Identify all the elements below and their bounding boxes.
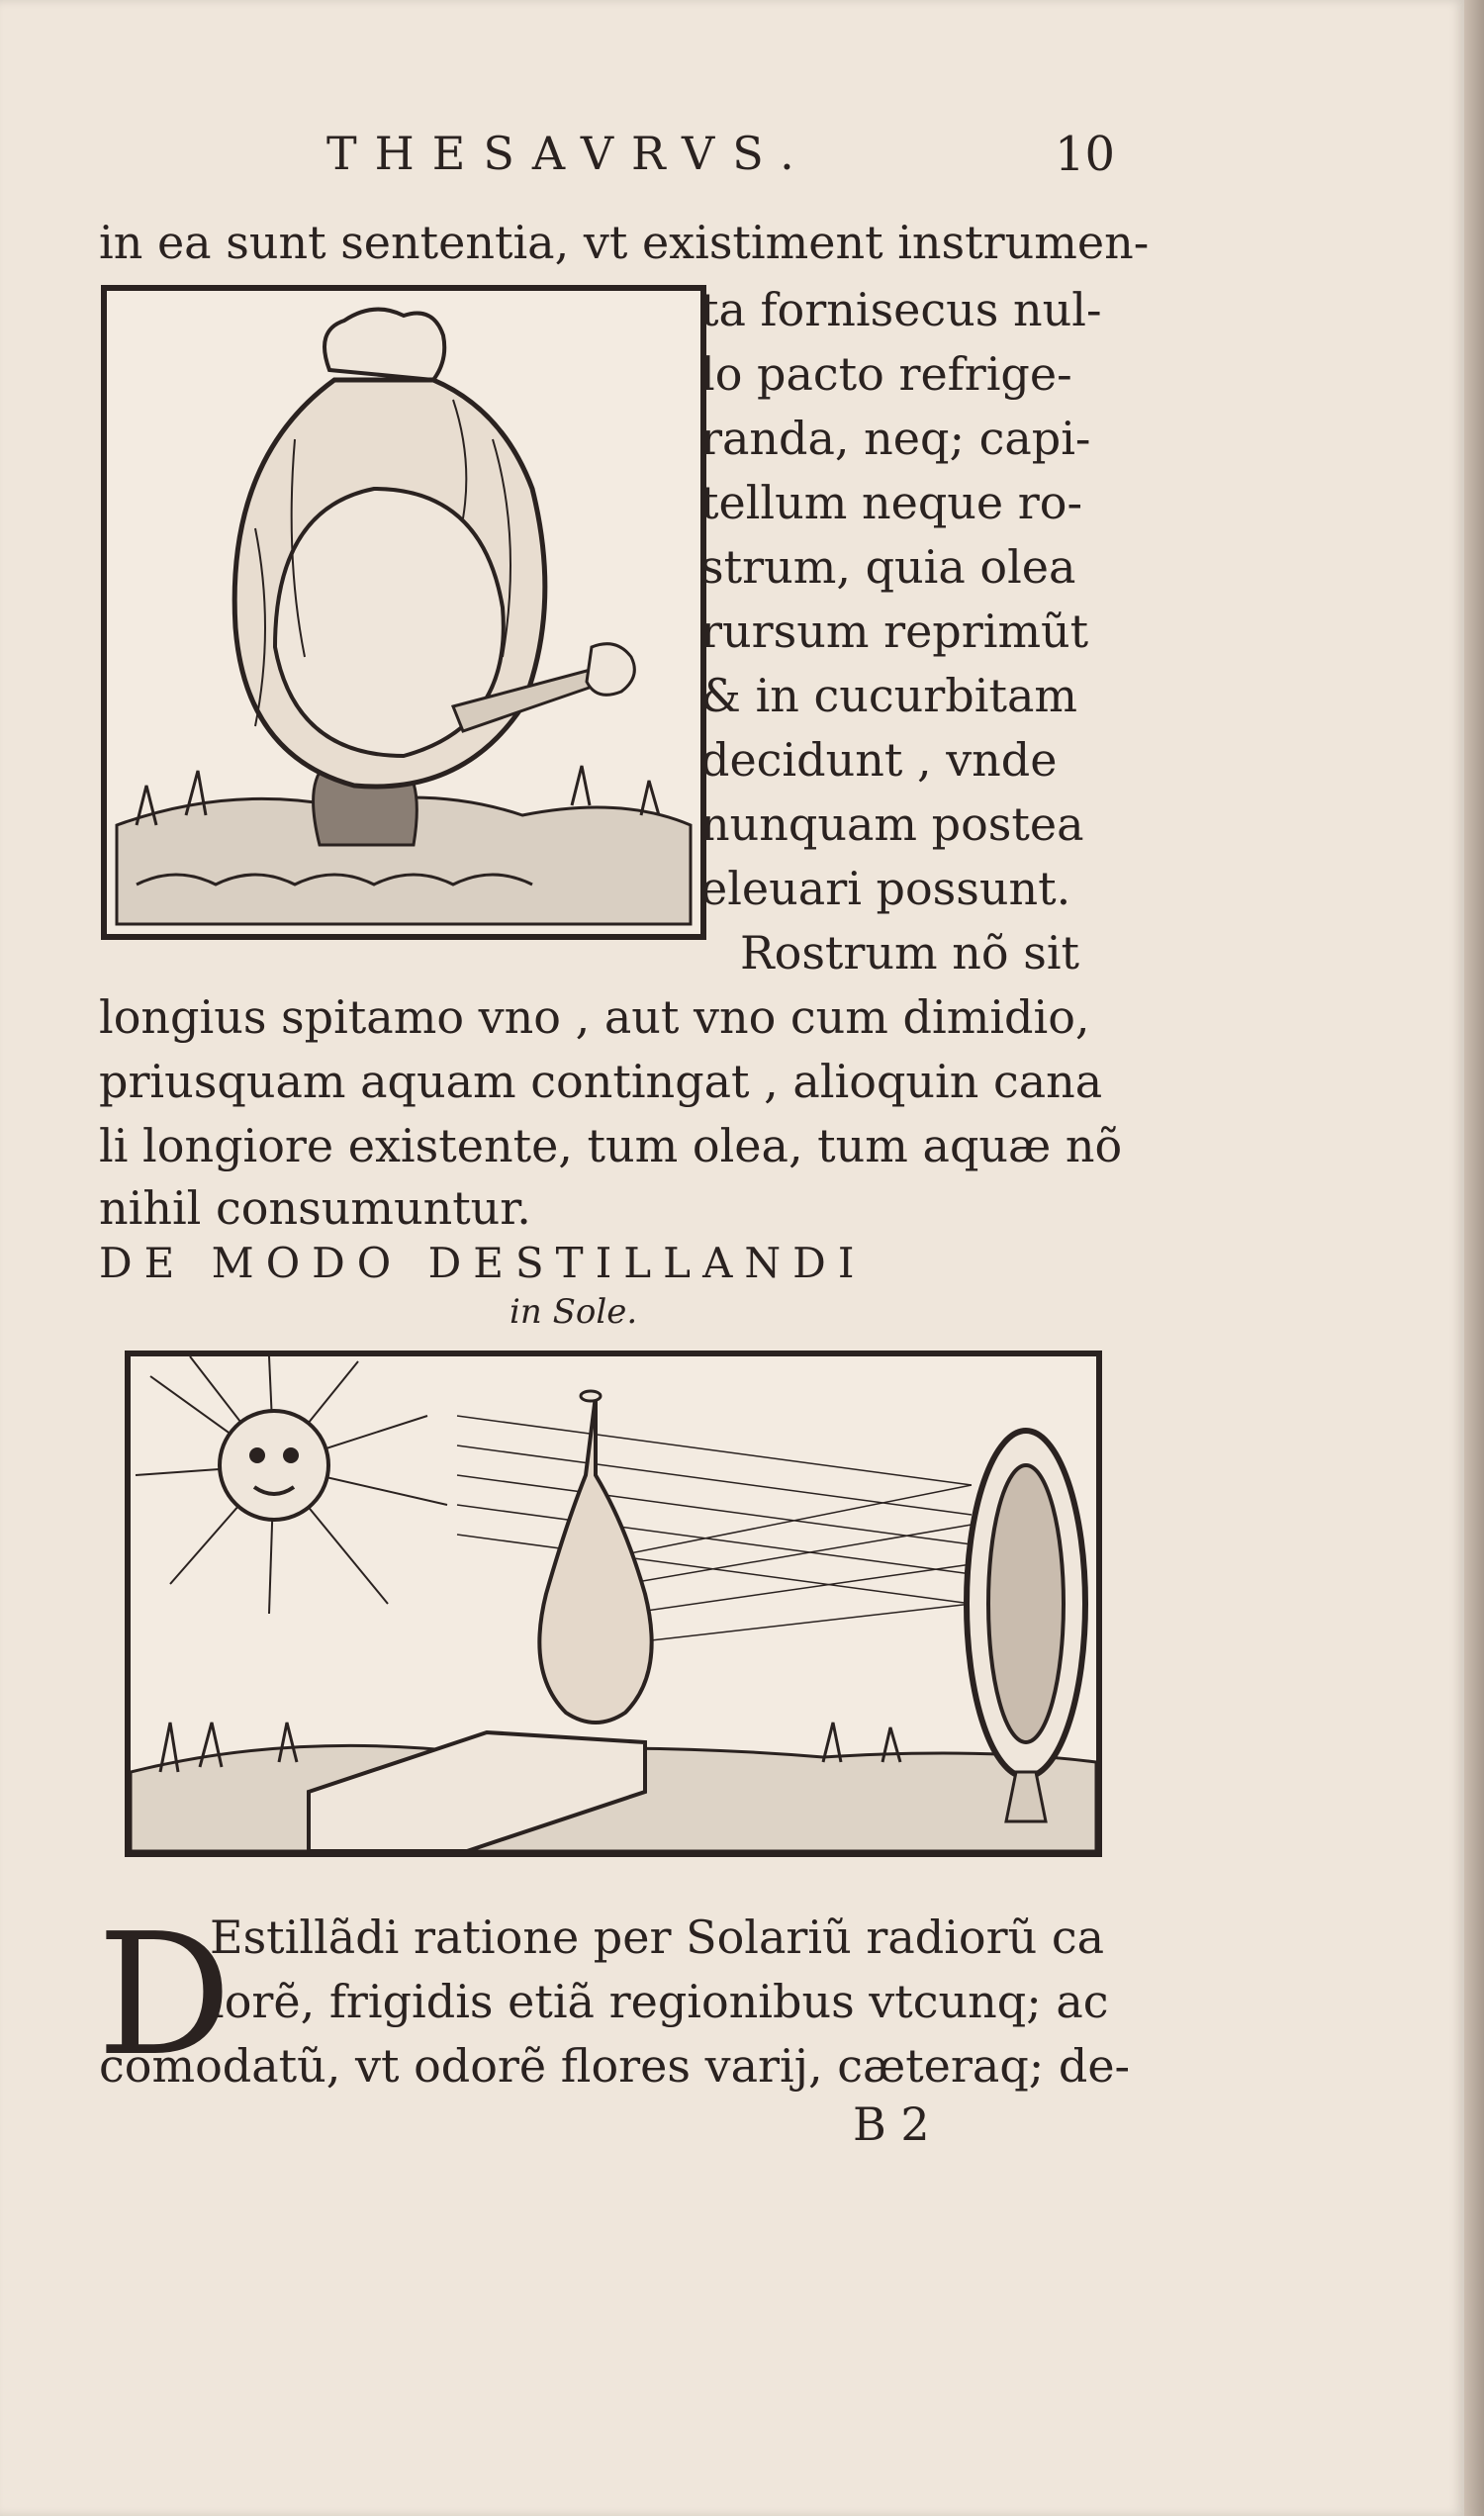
text-line: lorẽ, frigidis etiã regionibus vtcunq; ac — [210, 1975, 1109, 2028]
text-line: lo pacto refrige- — [700, 347, 1072, 401]
text-line: rursum reprimũt — [700, 605, 1089, 658]
text-line: cõmodatũ, vt odorẽ flores varij, cæteraq; de- — [99, 2039, 1131, 2093]
section-heading: DE MODO DESTILLANDI — [99, 1239, 867, 1287]
text-line: ta fornisecus nul- — [700, 283, 1102, 336]
text-line: eleuari possunt. — [700, 862, 1071, 915]
solar-distillation-illustration — [131, 1356, 1096, 1851]
text-line: & in cucurbitam — [700, 669, 1077, 722]
woodcut-solar-distillation — [125, 1351, 1102, 1857]
text-line: li longiore existente, tum olea, tum aquæ nõ — [99, 1119, 1123, 1172]
text-line: randa, neq; capi- — [700, 412, 1091, 465]
drop-cap: D — [97, 1898, 232, 2094]
text-line: strum, quia olea — [700, 540, 1076, 594]
page-edge — [1464, 0, 1484, 2516]
section-subheading: in Sole. — [510, 1292, 638, 1332]
text-line: priusquam aquam contingat , alioquin cana — [99, 1055, 1103, 1108]
text-line: longius spitamo vno , aut vno cum dimidio, — [99, 990, 1090, 1044]
alembic-bag-illustration — [107, 291, 700, 934]
folio-number: 10 — [1055, 127, 1116, 182]
text-line: Estillãdi ratione per Solariũ radiorũ ca — [210, 1910, 1105, 1964]
running-title: THESAVRVS. — [326, 127, 812, 180]
woodcut-alembic-bag — [101, 285, 706, 940]
text-line: decidunt , vnde — [700, 733, 1058, 787]
text-line: Rostrum nõ sit — [740, 926, 1080, 979]
text-line: tellum neque ro- — [700, 476, 1082, 529]
text-line: nihil consumuntur. — [99, 1181, 531, 1235]
signature-mark: B 2 — [853, 2097, 930, 2151]
text-line: in ea sunt sententia, vt existiment instrumen- — [99, 216, 1150, 269]
text-line: nunquam postea — [700, 797, 1084, 851]
